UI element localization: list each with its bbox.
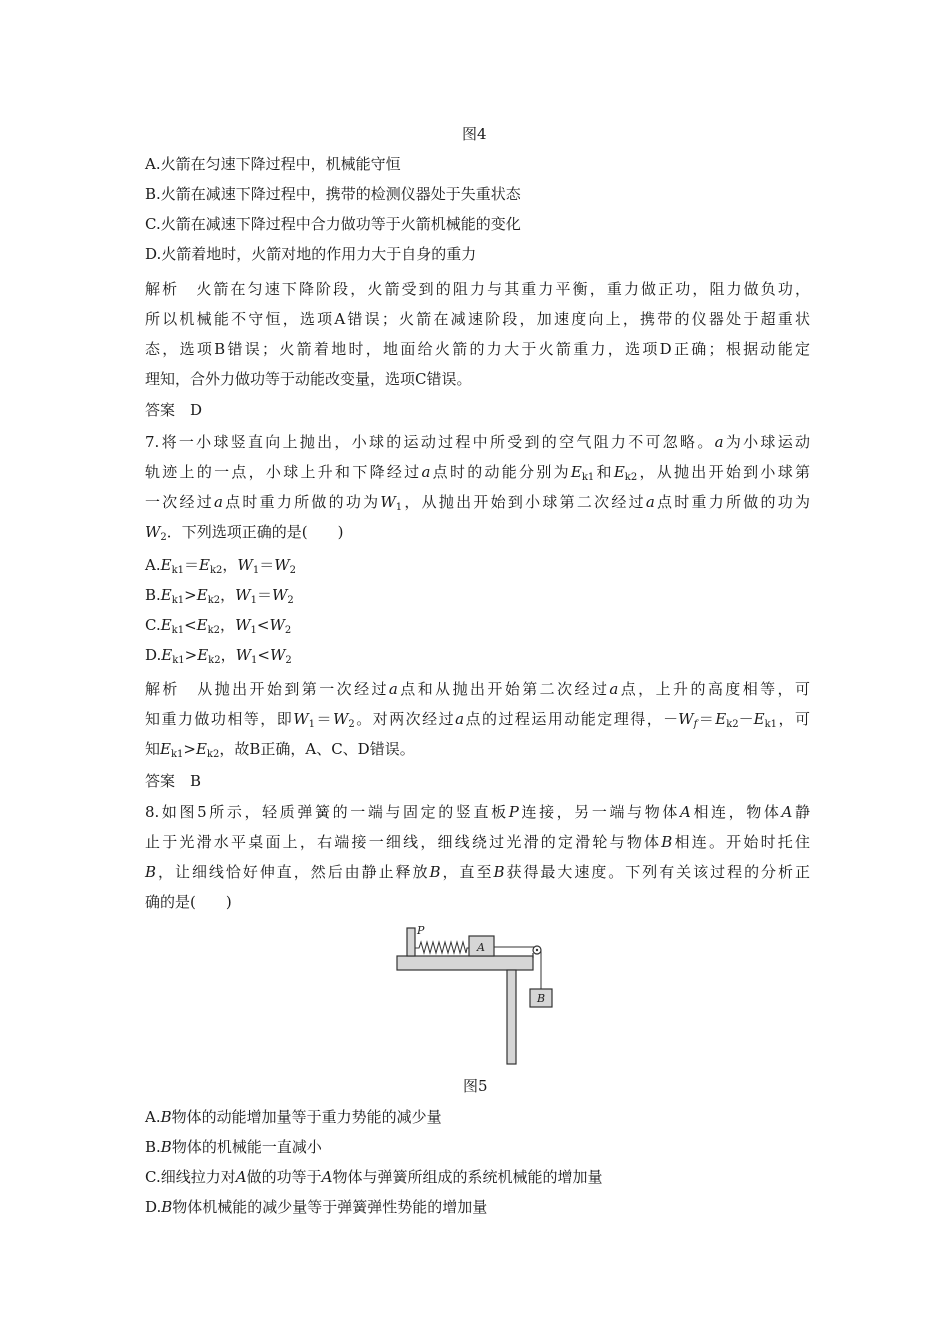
table-top xyxy=(397,956,533,970)
q6-option-c: C.火箭在减速下降过程中合力做功等于火箭机械能的变化 xyxy=(145,215,521,233)
q8-option-d: D.B物体机械能的减少量等于弹簧弹性势能的增加量 xyxy=(145,1198,488,1216)
q6-option-d: D.火箭着地时，火箭对地的作用力大于自身的重力 xyxy=(145,245,477,263)
q7-stem-line-2: 轨迹上的一点，小球上升和下降经过a点时的动能分别为$E_{k1}$和$E_{k2}$，从抛出开始到小球第 xyxy=(145,463,810,483)
q8-option-c: C.细线拉力对A做的功等于A物体与弹簧所组成的系统机械能的增加量 xyxy=(145,1168,603,1186)
label-p: P xyxy=(417,924,425,937)
q7-stem-line-4: $W_2$．下列选项正确的是( ) xyxy=(145,523,344,543)
q7-analysis-line-3: 知$E_{k1}>E_{k2}$，故B正确，A、C、D错误。 xyxy=(145,740,415,760)
table-leg xyxy=(507,970,516,1064)
q8-stem-line-2: 止于光滑水平桌面上，右端接一细线，细线绕过光滑的定滑轮与物体B相连。开始时托住 xyxy=(145,833,810,851)
q6-option-a: A.火箭在匀速下降过程中，机械能守恒 xyxy=(145,155,401,173)
q6-analysis-line-1: 解析 火箭在匀速下降阶段，火箭受到的阻力与其重力平衡，重力做正功，阻力做负功， xyxy=(145,280,810,298)
label-b: B xyxy=(537,992,546,1005)
q6-analysis-line-4: 理知，合外力做功等于动能改变量，选项C错误。 xyxy=(145,370,472,388)
q8-stem-line-3: B，让细线恰好伸直，然后由静止释放B，直至B获得最大速度。下列有关该过程的分析正 xyxy=(145,863,810,881)
q7-option-b: $B.E_{k1}>E_{k2}$，$W_1=W_2$ xyxy=(145,586,294,606)
q8-stem-line-4: 确的是( ) xyxy=(145,893,232,911)
q7-option-d: $D.E_{k1}>E_{k2}$，$W_1<W_2$ xyxy=(145,646,292,666)
q7-stem-line-3: 一次经过a点时重力所做的功为$W_1$，从抛出开始到小球第二次经过a点时重力所做的功为 xyxy=(145,493,810,513)
q8-stem-line-1: 8.如图5所示，轻质弹簧的一端与固定的竖直板P连接，另一端与物体A相连，物体A静 xyxy=(145,803,810,821)
q7-option-c: $C.E_{k1}<E_{k2}$，$W_1<W_2$ xyxy=(145,616,292,636)
q7-answer: 答案 B xyxy=(145,772,202,790)
q7-option-a: $A.E_{k1}=E_{k2}$，$W_1=W_2$ xyxy=(145,556,296,576)
pulley-axle xyxy=(536,949,538,951)
q6-option-b: B.火箭在减速下降过程中，携带的检测仪器处于失重状态 xyxy=(145,185,521,203)
q6-analysis-line-3: 态，选项B错误；火箭着地时，地面给火箭的力大于火箭重力，选项D正确；根据动能定 xyxy=(145,340,810,358)
q8-option-b: B.B物体的机械能一直减小 xyxy=(145,1138,322,1156)
figure-5-caption: 图5 xyxy=(463,1077,488,1095)
figure-4-caption: 图4 xyxy=(462,125,487,143)
spring xyxy=(415,942,469,953)
label-a: A xyxy=(477,941,485,954)
board-p xyxy=(407,928,415,956)
q6-answer: 答案 D xyxy=(145,401,203,419)
figure-5-diagram xyxy=(395,922,565,1067)
q6-analysis-line-2: 所以机械能不守恒，选项A错误；火箭在减速阶段，加速度向上，携带的仪器处于超重状 xyxy=(145,310,810,328)
q7-analysis-line-2: 知重力做功相等，即$W_1=W_2$。对两次经过a点的过程运用动能定理得，$-W_f=E_{k2}-E_{k1}$，可 xyxy=(145,710,810,730)
q8-option-a: A.B物体的动能增加量等于重力势能的减少量 xyxy=(145,1108,442,1126)
q7-analysis-line-1: 解析 从抛出开始到第一次经过a点和从抛出开始第二次经过a点，上升的高度相等，可 xyxy=(145,680,810,698)
q7-stem-line-1: 7.将一小球竖直向上抛出，小球的运动过程中所受到的空气阻力不可忽略。a为小球运动 xyxy=(145,433,810,451)
